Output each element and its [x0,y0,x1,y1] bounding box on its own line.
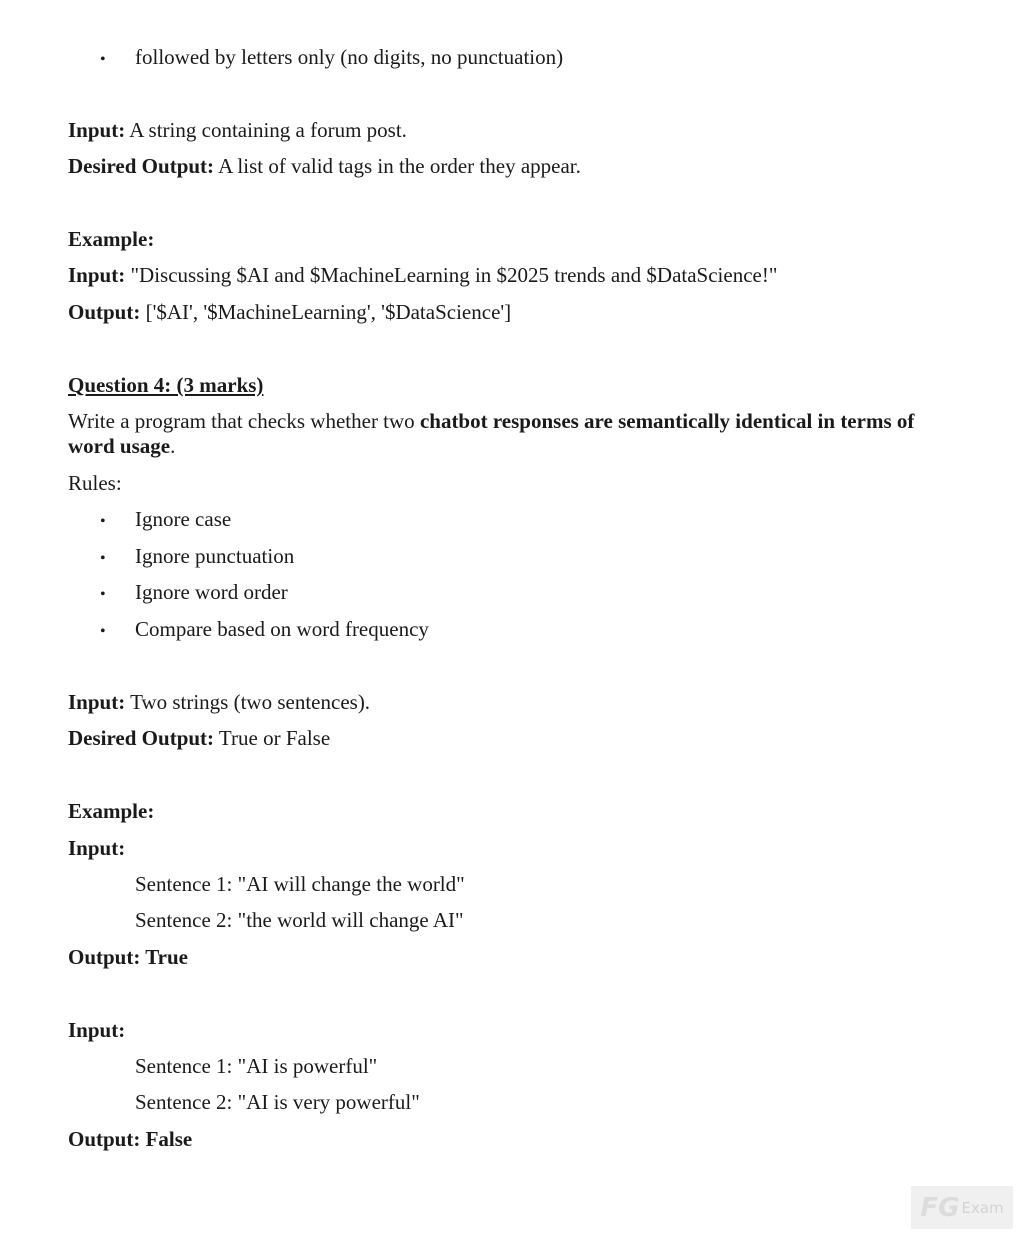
input-text: Two strings (two sentences). [125,690,371,714]
example-output [68,300,511,325]
example-output: Output: True [68,945,188,969]
desired-output-label: Desired Output: [68,726,215,750]
list-item [100,544,294,571]
example-input-label: Input: [68,836,126,860]
bullet-icon: • [100,623,106,640]
list-item [100,507,231,534]
question-desc-prefix: Write a program that checks whether two [68,409,420,433]
example-sentence-2: Sentence 2: "AI is very powerful" [135,1090,420,1114]
list-item [100,617,429,644]
rule-text: Ignore case [135,507,232,531]
watermark-mark: FG [920,1192,960,1223]
example-input-text: "Discussing $AI and $MachineLearning in $2025 trends and $DataScience!" [125,263,778,287]
rule-text: Compare based on word frequency [135,617,429,641]
desired-output-description [68,726,330,751]
input-label: Input: [68,690,126,714]
example-sentence-2: Sentence 2: "the world will change AI" [135,908,464,932]
example-sentence-1: Sentence 1: "AI is powerful" [135,1054,378,1078]
question-desc-bold: chatbot responses are semantically identical in terms of word usage [68,409,915,458]
example-sentence-1: Sentence 1: "AI will change the world" [135,872,465,896]
question-heading: Question 4: (3 marks) [68,373,264,397]
rule-text: Ignore word order [135,580,288,604]
example-input-label: Input: [68,263,126,287]
example-input [68,263,777,288]
bullet-icon: • [100,513,106,530]
rules-label: Rules: [68,471,122,495]
example-output-label: Output: [68,300,141,324]
list-item-text: followed by letters only (no digits, no punctuation) [135,45,564,69]
input-description [68,118,407,143]
question-description [68,409,948,459]
desired-output-label: Desired Output: [68,154,215,178]
bullet-icon: • [100,586,106,603]
question-desc-suffix: . [170,434,176,458]
example-output: Output: False [68,1127,193,1151]
example-heading: Example: [68,227,155,251]
watermark-logo [911,1186,1013,1229]
example-heading: Example: [68,799,155,823]
bullet-icon: • [100,51,106,68]
desired-output-text: True or False [214,726,331,750]
rule-text: Ignore punctuation [135,544,295,568]
watermark-text: Exam [961,1198,1004,1217]
input-text: A string containing a forum post. [125,118,407,142]
input-description [68,690,370,715]
desired-output-text: A list of valid tags in the order they appear. [214,154,581,178]
list-item [100,45,563,72]
list-item [100,580,288,607]
example-input-label: Input: [68,1018,126,1042]
example-output-text: ['$AI', '$MachineLearning', '$DataScience'] [140,300,512,324]
desired-output-description [68,154,581,179]
input-label: Input: [68,118,126,142]
bullet-icon: • [100,550,106,567]
